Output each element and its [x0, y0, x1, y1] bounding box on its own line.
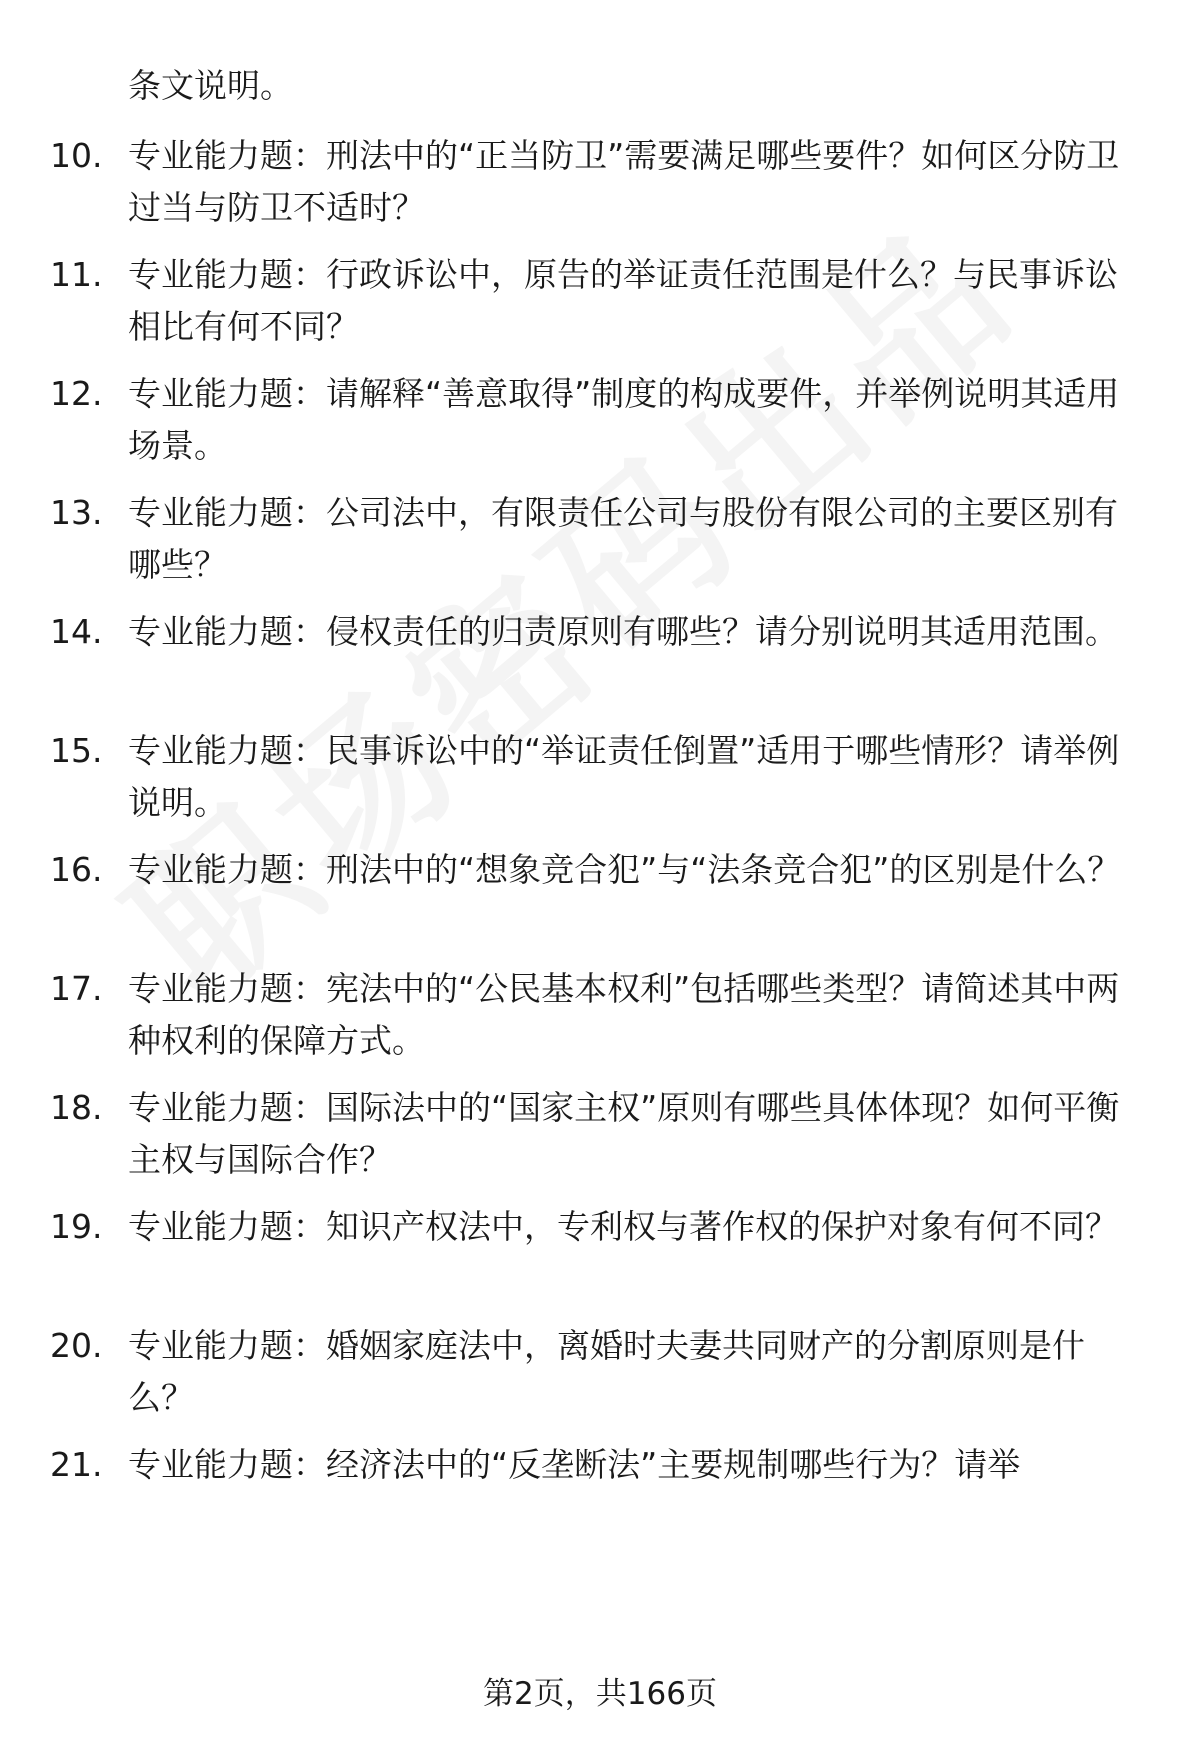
- item-text: 专业能力题：侵权责任的归责原则有哪些？请分别说明其适用范围。: [128, 612, 1118, 651]
- item-number: 19.: [50, 1207, 103, 1246]
- item-text: 专业能力题：知识产权法中，专利权与著作权的保护对象有何不同？: [128, 1207, 1118, 1246]
- item-text: 专业能力题：经济法中的“反垄断法”主要规制哪些行为？请举: [128, 1445, 1021, 1484]
- item-number: 11.: [50, 255, 103, 294]
- item-text: 专业能力题：行政诉讼中，原告的举证责任范围是什么？与民事诉讼相比有何不同？: [128, 255, 1118, 346]
- item-number: 15.: [50, 731, 103, 770]
- item-number: 18.: [50, 1088, 103, 1127]
- item-text: 专业能力题：民事诉讼中的“举证责任倒置”适用于哪些情形？请举例说明。: [128, 731, 1120, 822]
- item-number: 20.: [50, 1326, 103, 1365]
- item-text: 专业能力题：刑法中的“正当防卫”需要满足哪些要件？如何区分防卫过当与防卫不适时？: [128, 136, 1120, 227]
- item-text: 专业能力题：宪法中的“公民基本权利”包括哪些类型？请简述其中两种权利的保障方式。: [128, 969, 1120, 1060]
- continued-text: 条文说明。: [128, 66, 293, 105]
- item-number: 10.: [50, 136, 103, 175]
- item-text: 专业能力题：国际法中的“国家主权”原则有哪些具体体现？如何平衡主权与国际合作？: [128, 1088, 1120, 1179]
- item-number: 21.: [50, 1445, 103, 1484]
- item-number: 17.: [50, 969, 103, 1008]
- item-number: 14.: [50, 612, 103, 651]
- item-text: 专业能力题：请解释“善意取得”制度的构成要件，并举例说明其适用场景。: [128, 374, 1120, 465]
- item-text: 专业能力题：婚姻家庭法中，离婚时夫妻共同财产的分割原则是什么？: [128, 1326, 1085, 1417]
- item-text: 专业能力题：公司法中，有限责任公司与股份有限公司的主要区别有哪些？: [128, 493, 1118, 584]
- page-footer: 第2页，共166页: [483, 1676, 717, 1712]
- item-text: 专业能力题：刑法中的“想象竞合犯”与“法条竞合犯”的区别是什么？: [128, 850, 1121, 889]
- item-number: 12.: [50, 374, 103, 413]
- item-number: 16.: [50, 850, 103, 889]
- item-number: 13.: [50, 493, 103, 532]
